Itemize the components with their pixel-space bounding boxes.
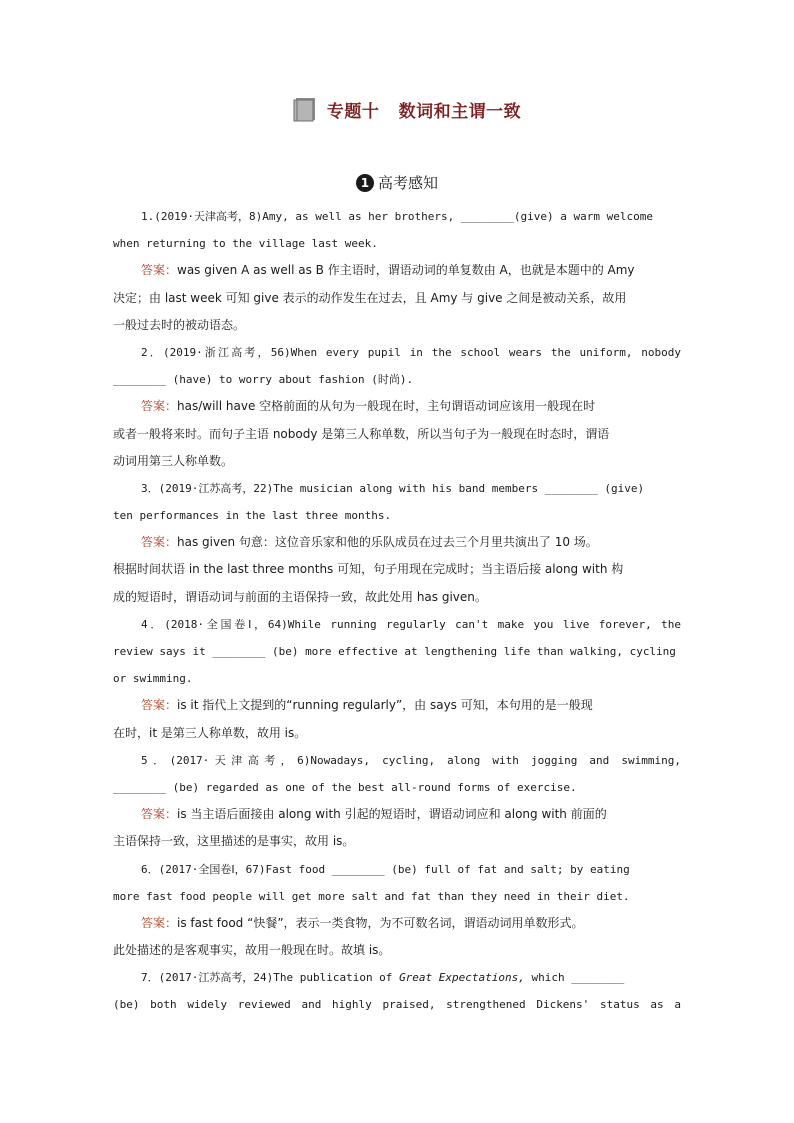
question-line: review says it ________ (be) more effective at lengthening life than walking, cycling	[113, 645, 676, 658]
question-line: 3．(2019·江苏高考，22)The musician along with his band members ________ (give)	[141, 481, 645, 495]
answer-blank: ________	[460, 210, 514, 223]
question-line: ________ (be) regarded as one of the best all-round forms of exercise.	[113, 780, 577, 794]
question-list	[113, 203, 681, 1019]
answer-line: 答案：has given 句意：这位音乐家和他的乐队成员在过去三个月里共演出了 10 场。	[141, 535, 598, 550]
question-line: more fast food people will get more salt and fat than they need in their diet.	[113, 889, 630, 903]
answer-line: 答案：is fast food “快餐”，表示一类食物，为不可数名词，谓语动词用单数形式。	[141, 915, 584, 930]
answer-line: 答案：was given A as well as B 作主语时，谓语动词的单复数由 A，也就是本题中的 Amy	[141, 263, 635, 278]
question-line: (be) both widely reviewed and highly praised, strengthened Dickens' status as a	[113, 998, 681, 1012]
answer-blank: ________	[212, 645, 266, 658]
question-line: or swimming.	[113, 672, 193, 686]
answer-label: 答案：	[141, 399, 178, 414]
book-icon	[293, 96, 317, 122]
answer-label: 答案：	[141, 915, 178, 930]
answer-blank: ________	[544, 481, 598, 495]
question-line: 7．(2017·江苏高考，24)The publication of Great Expectations, which ________	[141, 971, 625, 985]
answer-line: 成的短语时，谓语动词与前面的主语保持一致，故此处用 has given。	[113, 589, 487, 604]
answer-line: 主语保持一致，这里描述的是事实，故用 is。	[113, 834, 355, 849]
question-line: ten performances in the last three months.	[113, 509, 392, 523]
question-line: 6．(2017·全国卷Ⅰ，67)Fast food ________ (be) full of fat and salt; by eating	[141, 862, 630, 876]
answer-label: 答案：	[141, 807, 178, 822]
answer-line: 在时，it 是第三人称单数，故用 is。	[113, 725, 307, 740]
answer-line: 一般过去时的被动语态。	[113, 317, 246, 332]
question-line: 4．(2018·全国卷Ⅰ，64)While running regularly can't make you live forever, the	[141, 617, 681, 631]
answer-blank: ________	[571, 971, 625, 985]
answer-line: 答案：has/will have 空格前面的从句为一般现在时，主句谓语动词应该用一般现在时	[141, 399, 596, 414]
answer-blank: ________	[113, 373, 166, 387]
answer-line: 答案：is it 指代上文提到的“running regularly”，由 says 可知，本句用的是一般现	[141, 698, 593, 713]
answer-line: 此处描述的是客观事实，故用一般现在时。故填 is。	[113, 943, 391, 958]
answer-label: 答案：	[141, 698, 178, 713]
question-line: 5．(2017·天津高考，6)Nowadays, cycling, along with jogging and swimming,	[141, 753, 681, 767]
answer-line: 答案：is 当主语后面接由 along with 引起的短语时，谓语动词应和 along with 前面的	[141, 807, 607, 822]
answer-line: 或者一般将来时。而句子主语 nobody 是第三人称单数，所以当句子为一般现在时态时，谓语	[113, 426, 610, 441]
section-label: 高考感知	[377, 174, 438, 192]
question-line: 2．(2019·浙江高考，56)When every pupil in the school wears the uniform, nobody	[141, 345, 681, 359]
question-line: when returning to the village last week.	[113, 237, 378, 251]
answer-line: 决定；由 last week 可知 give 表示的动作发生在过去，且 Amy 与 give 之间是被动关系，故用	[113, 290, 627, 305]
answer-blank: ________	[331, 862, 385, 876]
section-number-badge: 1	[356, 174, 374, 192]
answer-line: 根据时间状语 in the last three months 可知，句子用现在完成时；当主语后接 along with 构	[113, 562, 624, 577]
title-text: 专题十 数词和主谓一致	[326, 101, 522, 122]
page-title	[0, 96, 794, 122]
question-line: ________ (have) to worry about fashion (时尚).	[113, 373, 414, 387]
book-title: Great Expectations,	[399, 971, 525, 985]
answer-label: 答案：	[141, 263, 178, 278]
answer-line: 动词用第三人称单数。	[113, 453, 234, 468]
question-line: 1.(2019·天津高考，8)Amy, as well as her brothers, ________(give) a warm welcome	[141, 210, 653, 223]
answer-label: 答案：	[141, 535, 178, 550]
answer-blank: ________	[113, 780, 166, 794]
section-heading	[0, 172, 794, 193]
